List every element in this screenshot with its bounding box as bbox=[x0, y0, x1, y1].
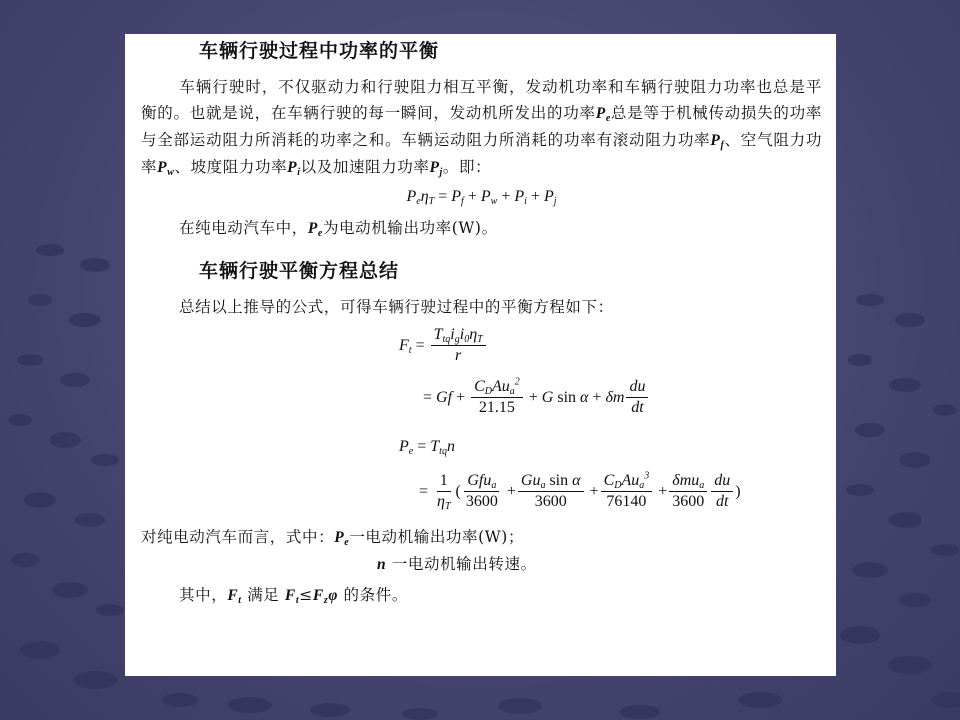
ev-note: 在纯电动汽车中，$P_e$为电动机输出功率(W)。 bbox=[179, 219, 498, 239]
document-page bbox=[125, 34, 836, 676]
equation-pe-expanded: = $\frac{1}{\eta_T}$ ( $\frac{Gfu_a}{3600}$ + $\frac{Gu_a \sin \alpha}{3600}$ + $\frac{C_DAu_a^3}{76140}$ + $\frac{\delta mu_a}{3600}$ $\frac{du}{dt}$ ) bbox=[419, 470, 741, 512]
equation-ft-expanded: = Gf + $\frac{C_DAu_a^2}{21.15}$ + G sin α + δm $\frac{du}{dt}$ bbox=[423, 378, 650, 417]
condition-line: 其中，$F_t$ 满足 $F_t\le F_z\varphi$ 的条件。 bbox=[179, 586, 408, 606]
balance-equations bbox=[141, 326, 822, 516]
p1-text: 车辆行驶时，不仅驱动力和行驶阻力相互平衡，发动机功率和车辆行驶阻力功率也总是平衡的。也就是说，在车辆行驶的每一瞬间，发动机所发出的功率 bbox=[141, 78, 822, 122]
p5-text: 以及加速阻力功率 bbox=[300, 158, 430, 176]
power-balance-equation: $P_e\eta_T = P_f + P_w + P_i + P_j$ bbox=[406, 188, 557, 207]
p3-text: 、空气阻力功率 bbox=[141, 131, 822, 176]
section1-title: 车辆行驶过程中功率的平衡 bbox=[199, 40, 440, 62]
p2-text: 总是等于机械传动损失的功率与全部运动阻力所消耗的功率之和。车辆运动阻力所消耗的功率有滚动阻力功率 bbox=[141, 104, 822, 149]
section1-paragraph: 车辆行驶时，不仅驱动力和行驶阻力相互平衡，发动机功率和车辆行驶阻力功率也总是平衡的。也就是说，在车辆行驶的每一瞬间，发动机所发出的功率$P_e$总是等于机械传动损失的功率与全部运动阻力所消耗的功率之和。车辆运动阻力所消耗的功率有滚动阻力功率$P_f$、空气阻力功率$P_w$、坡度阻力功率$P_i$以及加速阻力功率$P_j$。即： bbox=[141, 78, 822, 178]
p6-text: 。即： bbox=[442, 158, 492, 176]
section2-intro: 总结以上推导的公式，可得车辆行驶过程中的平衡方程如下： bbox=[179, 298, 614, 316]
definition-pe: 对纯电动汽车而言，式中：$P_e$一电动机输出功率(W)； bbox=[141, 528, 525, 548]
section2-title: 车辆行驶平衡方程总结 bbox=[199, 260, 400, 282]
p4-text: 、坡度阻力功率 bbox=[174, 158, 288, 176]
equation-ft: $F_t$ = $\frac{T_{tq}i_gi_0\eta_T}{r}$ bbox=[399, 326, 488, 365]
definition-n: n 一电动机输出转速。 bbox=[377, 555, 537, 573]
equation-pe: $P_e$ = $T_{tq}n$ bbox=[399, 438, 455, 457]
